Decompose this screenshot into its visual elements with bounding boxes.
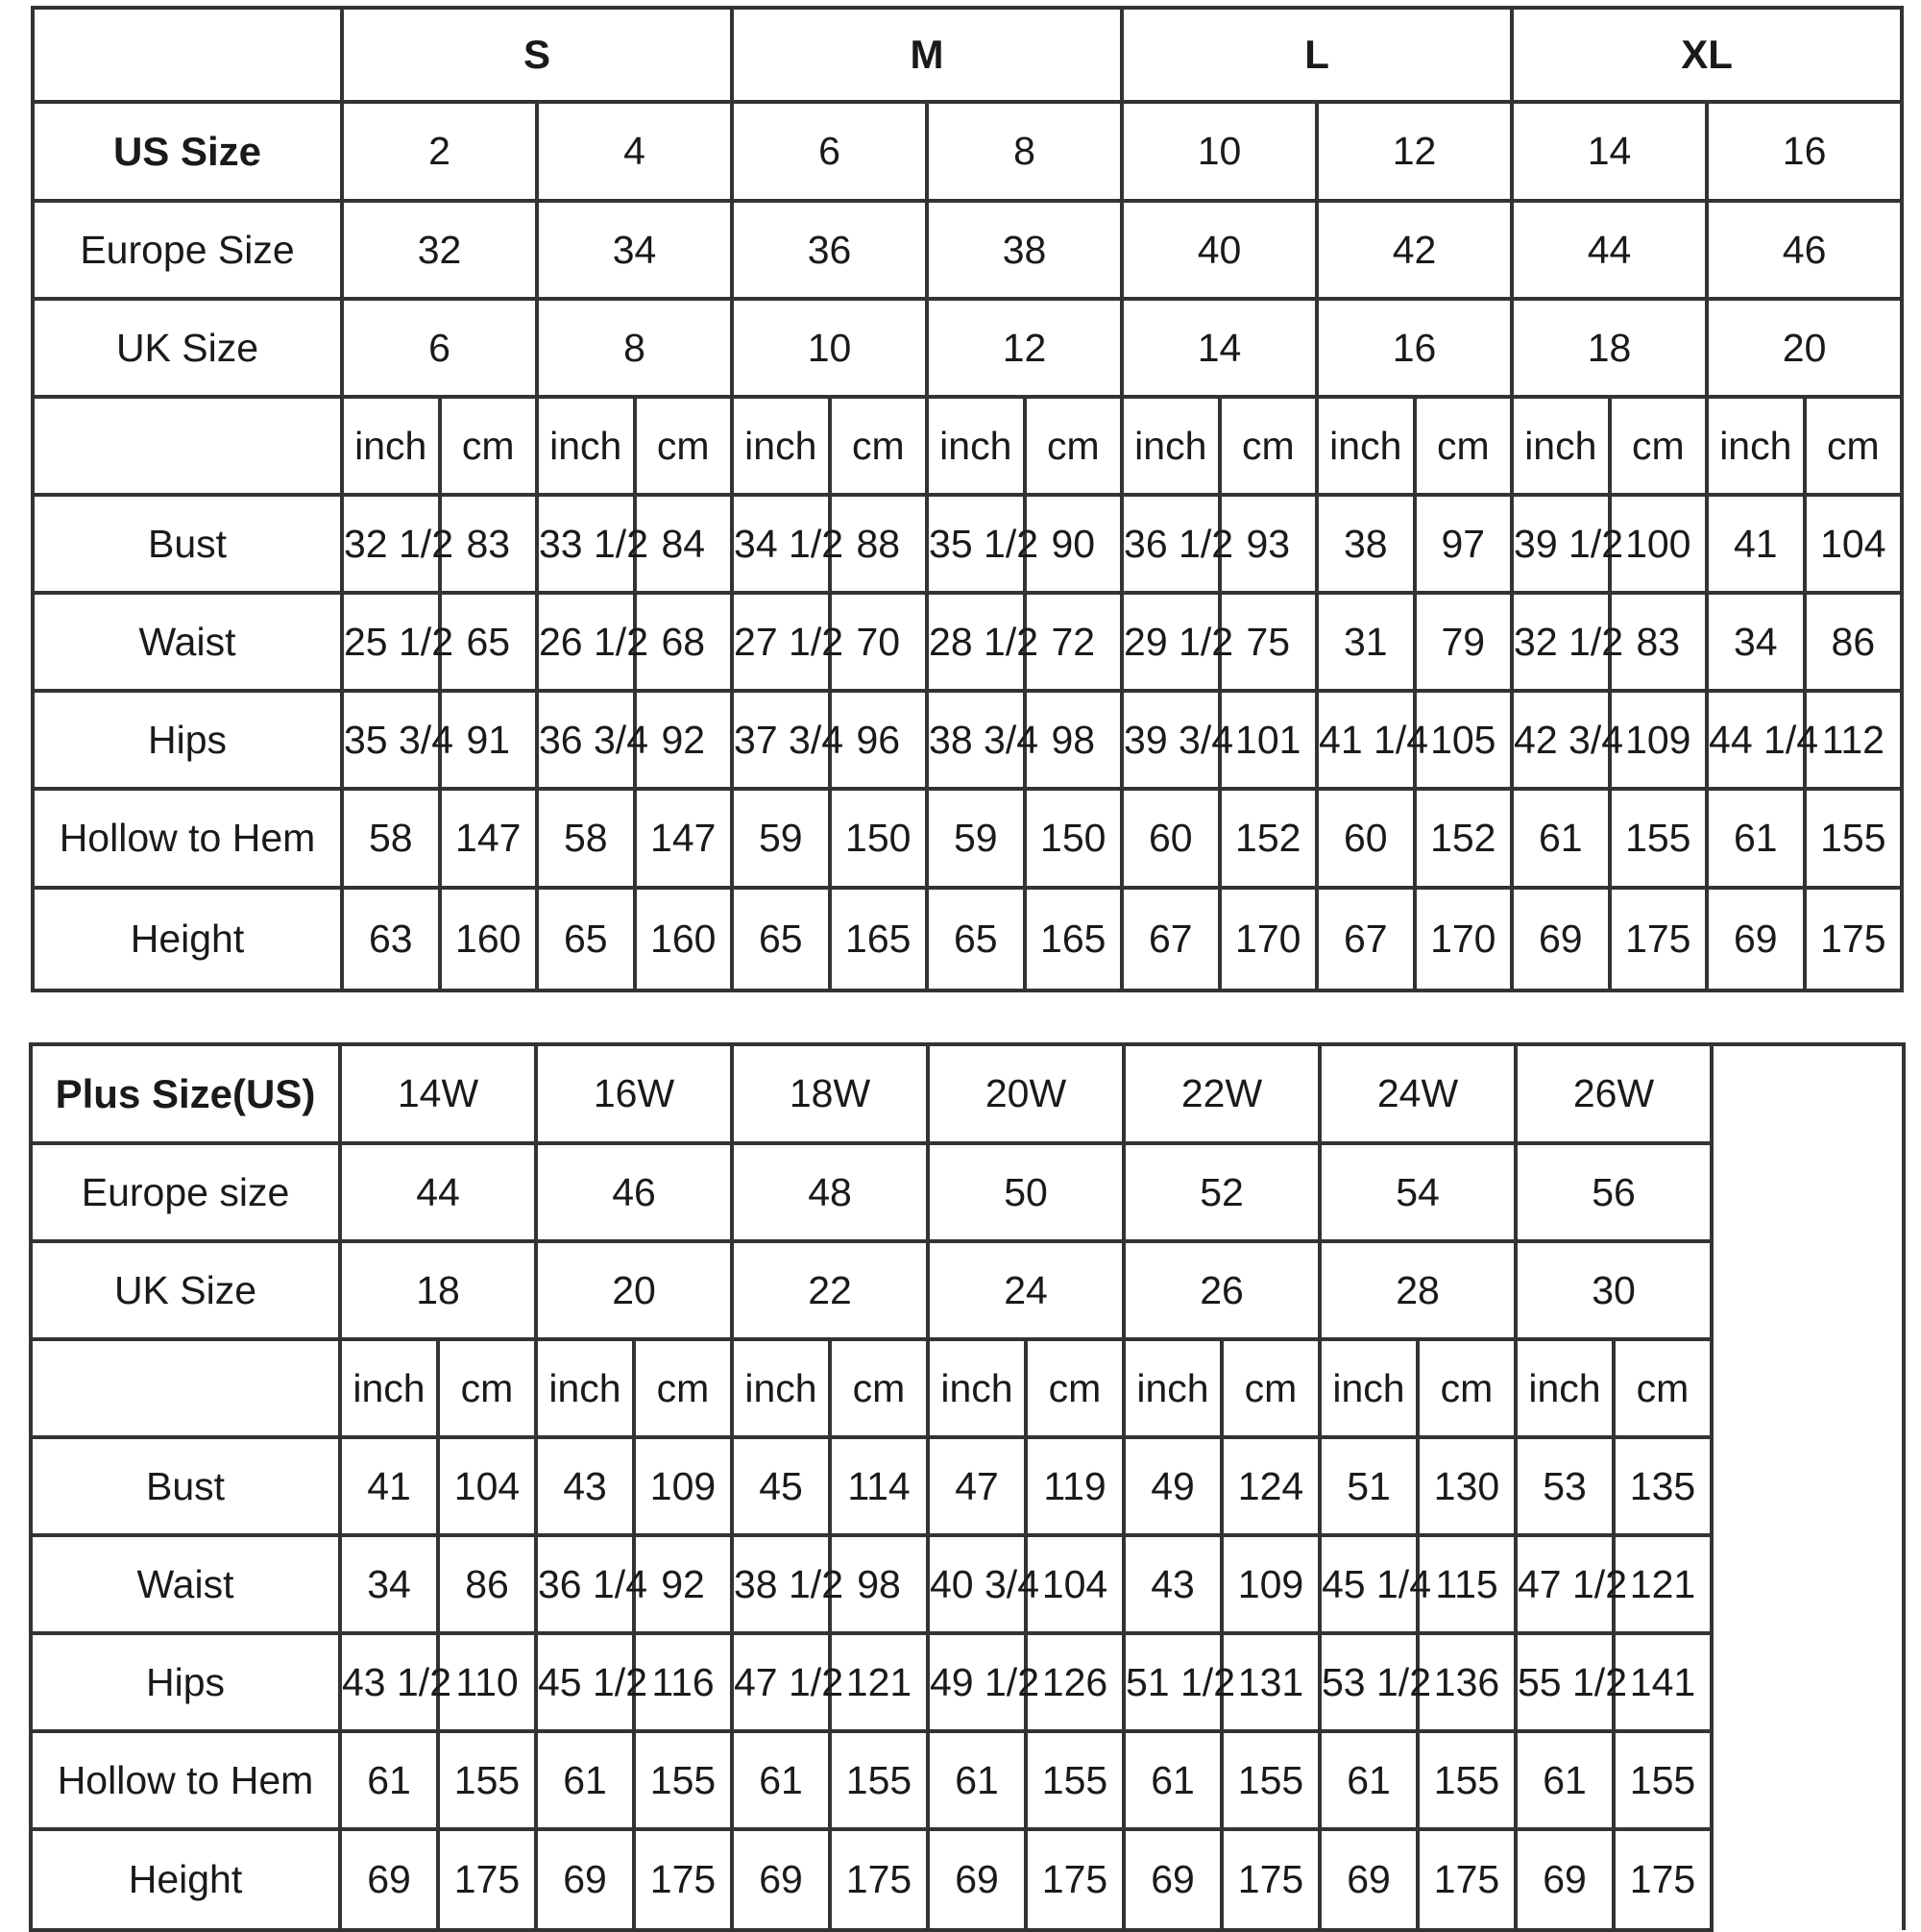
measurement-value: 69 [928, 1829, 1026, 1930]
unit-label-blank [33, 397, 342, 495]
measurement-row-bust [33, 495, 1902, 593]
measurement-value: 135 [1614, 1437, 1712, 1535]
measurement-value: 155 [634, 1731, 732, 1829]
measurement-value: 100 [1610, 495, 1708, 593]
plus-us-size-value: 18W [732, 1044, 928, 1143]
measurement-value: 45 1/4 [1320, 1535, 1418, 1633]
unit-inch: inch [1516, 1339, 1614, 1437]
measurement-value: 36 1/4 [536, 1535, 634, 1633]
unit-cm: cm [1026, 1339, 1124, 1437]
europe-size-value: 42 [1317, 201, 1512, 299]
measurement-value: 61 [732, 1731, 830, 1829]
measurement-value: 31 [1317, 593, 1415, 691]
measurement-value: 69 [732, 1829, 830, 1930]
measurement-value: 51 1/2 [1124, 1633, 1222, 1731]
europe-size-value: 32 [342, 201, 537, 299]
measurement-value: 97 [1415, 495, 1513, 593]
unit-inch: inch [342, 397, 440, 495]
measurement-value: 61 [1124, 1731, 1222, 1829]
unit-cm: cm [1805, 397, 1903, 495]
measurement-label: Height [33, 888, 342, 990]
measurement-value: 104 [1805, 495, 1903, 593]
measurement-value: 90 [1025, 495, 1123, 593]
plus-measurement-row-hollow-to-hem [31, 1731, 1904, 1829]
size-group-header: L [1122, 8, 1512, 102]
measurement-value: 121 [1614, 1535, 1712, 1633]
plus-europe-size-value: 46 [536, 1143, 732, 1241]
measurement-value: 65 [440, 593, 538, 691]
plus-europe-size-value: 54 [1320, 1143, 1516, 1241]
measurement-value: 155 [1610, 789, 1708, 888]
measurement-value: 40 3/4 [928, 1535, 1026, 1633]
unit-cm: cm [634, 1339, 732, 1437]
unit-inch: inch [537, 397, 635, 495]
measurement-value: 75 [1220, 593, 1318, 691]
measurement-value: 58 [537, 789, 635, 888]
measurement-value: 38 [1317, 495, 1415, 593]
measurement-value: 175 [830, 1829, 928, 1930]
measurement-value: 155 [1805, 789, 1903, 888]
unit-cm: cm [1025, 397, 1123, 495]
measurement-value: 109 [634, 1437, 732, 1535]
plus-measurement-row-bust [31, 1437, 1904, 1535]
measurement-value: 69 [1516, 1829, 1614, 1930]
measurement-row-hips [33, 691, 1902, 789]
measurement-value: 65 [927, 888, 1025, 990]
measurement-value: 35 1/2 [927, 495, 1025, 593]
uk-size-row [33, 299, 1902, 397]
measurement-value: 43 1/2 [340, 1633, 438, 1731]
measurement-value: 41 [1707, 495, 1805, 593]
measurement-value: 67 [1317, 888, 1415, 990]
unit-inch: inch [732, 1339, 830, 1437]
plus-us-size-value: 24W [1320, 1044, 1516, 1143]
uk-size-value: 20 [1707, 299, 1902, 397]
measurement-value: 28 1/2 [927, 593, 1025, 691]
measurement-value: 96 [830, 691, 928, 789]
europe-size-label: Europe Size [33, 201, 342, 299]
measurement-value: 60 [1122, 789, 1220, 888]
measurement-value: 63 [342, 888, 440, 990]
measurement-value: 175 [1026, 1829, 1124, 1930]
plus-size-chart [29, 1042, 1906, 1932]
empty-column [1712, 1044, 1904, 1930]
measurement-value: 26 1/2 [537, 593, 635, 691]
measurement-value: 37 3/4 [732, 691, 830, 789]
plus-europe-size-row [31, 1143, 1904, 1241]
measurement-value: 34 1/2 [732, 495, 830, 593]
measurement-value: 25 1/2 [342, 593, 440, 691]
measurement-value: 112 [1805, 691, 1903, 789]
measurement-value: 175 [1418, 1829, 1516, 1930]
measurement-value: 130 [1418, 1437, 1516, 1535]
us-size-value: 12 [1317, 102, 1512, 201]
plus-us-size-value: 14W [340, 1044, 536, 1143]
measurement-value: 152 [1220, 789, 1318, 888]
measurement-label: Hollow to Hem [31, 1731, 340, 1829]
measurement-value: 136 [1418, 1633, 1516, 1731]
measurement-value: 160 [635, 888, 733, 990]
unit-cm: cm [635, 397, 733, 495]
us-size-row [33, 102, 1902, 201]
size-group-header: XL [1512, 8, 1902, 102]
measurement-value: 59 [732, 789, 830, 888]
unit-inch: inch [1512, 397, 1610, 495]
measurement-value: 45 1/2 [536, 1633, 634, 1731]
measurement-value: 104 [1026, 1535, 1124, 1633]
measurement-label: Hollow to Hem [33, 789, 342, 888]
measurement-value: 109 [1222, 1535, 1320, 1633]
measurement-row-waist [33, 593, 1902, 691]
measurement-value: 155 [830, 1731, 928, 1829]
uk-size-value: 10 [732, 299, 927, 397]
measurement-value: 175 [634, 1829, 732, 1930]
measurement-value: 33 1/2 [537, 495, 635, 593]
measurement-value: 104 [438, 1437, 536, 1535]
unit-inch: inch [1320, 1339, 1418, 1437]
plus-unit-row [31, 1339, 1904, 1437]
measurement-value: 98 [830, 1535, 928, 1633]
measurement-value: 55 1/2 [1516, 1633, 1614, 1731]
measurement-value: 53 1/2 [1320, 1633, 1418, 1731]
measurement-label: Bust [31, 1437, 340, 1535]
uk-size-value: 8 [537, 299, 732, 397]
europe-size-row [33, 201, 1902, 299]
measurement-value: 98 [1025, 691, 1123, 789]
measurement-value: 53 [1516, 1437, 1614, 1535]
measurement-value: 93 [1220, 495, 1318, 593]
plus-us-size-value: 22W [1124, 1044, 1320, 1143]
measurement-value: 175 [438, 1829, 536, 1930]
measurement-value: 41 1/4 [1317, 691, 1415, 789]
measurement-label: Hips [31, 1633, 340, 1731]
measurement-value: 38 1/2 [732, 1535, 830, 1633]
measurement-value: 45 [732, 1437, 830, 1535]
measurement-value: 91 [440, 691, 538, 789]
unit-inch: inch [732, 397, 830, 495]
measurement-value: 124 [1222, 1437, 1320, 1535]
measurement-value: 65 [732, 888, 830, 990]
measurement-value: 83 [440, 495, 538, 593]
measurement-label: Hips [33, 691, 342, 789]
plus-uk-size-value: 24 [928, 1241, 1124, 1339]
europe-size-value: 34 [537, 201, 732, 299]
measurement-value: 150 [830, 789, 928, 888]
measurement-value: 175 [1222, 1829, 1320, 1930]
uk-size-value: 16 [1317, 299, 1512, 397]
unit-inch: inch [1317, 397, 1415, 495]
plus-uk-size-value: 20 [536, 1241, 732, 1339]
measurement-value: 61 [340, 1731, 438, 1829]
us-size-value: 6 [732, 102, 927, 201]
measurement-value: 116 [634, 1633, 732, 1731]
measurement-value: 86 [438, 1535, 536, 1633]
measurement-value: 152 [1415, 789, 1513, 888]
measurement-value: 61 [1320, 1731, 1418, 1829]
measurement-value: 69 [536, 1829, 634, 1930]
plus-measurement-row-waist [31, 1535, 1904, 1633]
plus-uk-size-row [31, 1241, 1904, 1339]
measurement-label: Height [31, 1829, 340, 1930]
plus-us-size-label: Plus Size(US) [31, 1044, 340, 1143]
unit-cm: cm [1614, 1339, 1712, 1437]
measurement-value: 109 [1610, 691, 1708, 789]
measurement-value: 101 [1220, 691, 1318, 789]
europe-size-value: 36 [732, 201, 927, 299]
measurement-value: 67 [1122, 888, 1220, 990]
uk-size-label: UK Size [33, 299, 342, 397]
plus-us-size-value: 20W [928, 1044, 1124, 1143]
measurement-value: 32 1/2 [342, 495, 440, 593]
measurement-value: 60 [1317, 789, 1415, 888]
plus-uk-size-value: 26 [1124, 1241, 1320, 1339]
measurement-value: 88 [830, 495, 928, 593]
measurement-value: 69 [340, 1829, 438, 1930]
unit-inch: inch [1707, 397, 1805, 495]
standard-size-chart [31, 6, 1904, 992]
measurement-value: 155 [1418, 1731, 1516, 1829]
measurement-value: 155 [1026, 1731, 1124, 1829]
measurement-value: 34 [340, 1535, 438, 1633]
europe-size-value: 44 [1512, 201, 1707, 299]
measurement-value: 175 [1614, 1829, 1712, 1930]
plus-europe-size-value: 44 [340, 1143, 536, 1241]
corner-cell [33, 8, 342, 102]
measurement-value: 43 [1124, 1535, 1222, 1633]
measurement-value: 105 [1415, 691, 1513, 789]
unit-inch: inch [1124, 1339, 1222, 1437]
measurement-value: 27 1/2 [732, 593, 830, 691]
measurement-value: 32 1/2 [1512, 593, 1610, 691]
measurement-value: 155 [438, 1731, 536, 1829]
measurement-value: 61 [928, 1731, 1026, 1829]
europe-size-value: 46 [1707, 201, 1902, 299]
measurement-value: 131 [1222, 1633, 1320, 1731]
measurement-value: 34 [1707, 593, 1805, 691]
measurement-value: 35 3/4 [342, 691, 440, 789]
measurement-value: 170 [1220, 888, 1318, 990]
measurement-value: 175 [1610, 888, 1708, 990]
measurement-value: 61 [1512, 789, 1610, 888]
measurement-value: 69 [1707, 888, 1805, 990]
plus-uk-size-value: 28 [1320, 1241, 1516, 1339]
plus-europe-size-value: 52 [1124, 1143, 1320, 1241]
measurement-value: 170 [1415, 888, 1513, 990]
measurement-value: 65 [537, 888, 635, 990]
measurement-value: 61 [1707, 789, 1805, 888]
measurement-value: 69 [1512, 888, 1610, 990]
unit-cm: cm [438, 1339, 536, 1437]
unit-cm: cm [1415, 397, 1513, 495]
unit-cm: cm [1418, 1339, 1516, 1437]
measurement-value: 49 1/2 [928, 1633, 1026, 1731]
measurement-value: 141 [1614, 1633, 1712, 1731]
measurement-value: 29 1/2 [1122, 593, 1220, 691]
plus-uk-size-value: 22 [732, 1241, 928, 1339]
measurement-row-height [33, 888, 1902, 990]
plus-uk-size-value: 30 [1516, 1241, 1712, 1339]
plus-uk-size-label: UK Size [31, 1241, 340, 1339]
us-size-value: 10 [1122, 102, 1317, 201]
size-group-row [33, 8, 1902, 102]
plus-measurement-row-hips [31, 1633, 1904, 1731]
measurement-value: 43 [536, 1437, 634, 1535]
unit-inch: inch [1122, 397, 1220, 495]
measurement-value: 147 [440, 789, 538, 888]
measurement-value: 39 3/4 [1122, 691, 1220, 789]
measurement-value: 121 [830, 1633, 928, 1731]
uk-size-value: 14 [1122, 299, 1317, 397]
measurement-value: 61 [1516, 1731, 1614, 1829]
measurement-value: 42 3/4 [1512, 691, 1610, 789]
us-size-value: 14 [1512, 102, 1707, 201]
unit-inch: inch [536, 1339, 634, 1437]
uk-size-value: 12 [927, 299, 1122, 397]
measurement-value: 155 [1222, 1731, 1320, 1829]
measurement-value: 79 [1415, 593, 1513, 691]
measurement-value: 70 [830, 593, 928, 691]
measurement-value: 38 3/4 [927, 691, 1025, 789]
measurement-value: 69 [1320, 1829, 1418, 1930]
plus-us-size-row [31, 1044, 1904, 1143]
measurement-value: 114 [830, 1437, 928, 1535]
measurement-value: 47 [928, 1437, 1026, 1535]
us-size-label: US Size [33, 102, 342, 201]
measurement-value: 86 [1805, 593, 1903, 691]
unit-cm: cm [830, 397, 928, 495]
measurement-value: 59 [927, 789, 1025, 888]
plus-europe-size-value: 56 [1516, 1143, 1712, 1241]
measurement-label: Waist [33, 593, 342, 691]
unit-cm: cm [1610, 397, 1708, 495]
plus-europe-size-value: 50 [928, 1143, 1124, 1241]
europe-size-value: 38 [927, 201, 1122, 299]
us-size-value: 16 [1707, 102, 1902, 201]
measurement-value: 61 [536, 1731, 634, 1829]
measurement-value: 119 [1026, 1437, 1124, 1535]
plus-europe-size-label: Europe size [31, 1143, 340, 1241]
unit-inch: inch [340, 1339, 438, 1437]
measurement-value: 44 1/4 [1707, 691, 1805, 789]
uk-size-value: 18 [1512, 299, 1707, 397]
measurement-value: 92 [634, 1535, 732, 1633]
measurement-value: 165 [1025, 888, 1123, 990]
measurement-value: 155 [1614, 1731, 1712, 1829]
measurement-value: 110 [438, 1633, 536, 1731]
unit-cm: cm [440, 397, 538, 495]
us-size-value: 2 [342, 102, 537, 201]
measurement-value: 69 [1124, 1829, 1222, 1930]
measurement-value: 49 [1124, 1437, 1222, 1535]
size-group-header: S [342, 8, 732, 102]
measurement-value: 150 [1025, 789, 1123, 888]
unit-cm: cm [830, 1339, 928, 1437]
plus-us-size-value: 26W [1516, 1044, 1712, 1143]
plus-europe-size-value: 48 [732, 1143, 928, 1241]
measurement-value: 68 [635, 593, 733, 691]
measurement-value: 175 [1805, 888, 1903, 990]
europe-size-value: 40 [1122, 201, 1317, 299]
measurement-value: 41 [340, 1437, 438, 1535]
measurement-value: 92 [635, 691, 733, 789]
size-group-header: M [732, 8, 1122, 102]
measurement-value: 84 [635, 495, 733, 593]
measurement-value: 58 [342, 789, 440, 888]
measurement-value: 72 [1025, 593, 1123, 691]
plus-measurement-row-height [31, 1829, 1904, 1930]
measurement-label: Waist [31, 1535, 340, 1633]
measurement-row-hollow-to-hem [33, 789, 1902, 888]
measurement-value: 147 [635, 789, 733, 888]
measurement-value: 83 [1610, 593, 1708, 691]
measurement-value: 115 [1418, 1535, 1516, 1633]
measurement-value: 126 [1026, 1633, 1124, 1731]
measurement-value: 36 1/2 [1122, 495, 1220, 593]
plus-us-size-value: 16W [536, 1044, 732, 1143]
measurement-value: 47 1/2 [732, 1633, 830, 1731]
unit-cm: cm [1220, 397, 1318, 495]
measurement-value: 39 1/2 [1512, 495, 1610, 593]
us-size-value: 8 [927, 102, 1122, 201]
plus-uk-size-value: 18 [340, 1241, 536, 1339]
measurement-value: 165 [830, 888, 928, 990]
uk-size-value: 6 [342, 299, 537, 397]
unit-label-blank [31, 1339, 340, 1437]
measurement-value: 36 3/4 [537, 691, 635, 789]
unit-row [33, 397, 1902, 495]
measurement-value: 51 [1320, 1437, 1418, 1535]
us-size-value: 4 [537, 102, 732, 201]
measurement-label: Bust [33, 495, 342, 593]
measurement-value: 47 1/2 [1516, 1535, 1614, 1633]
unit-inch: inch [928, 1339, 1026, 1437]
measurement-value: 160 [440, 888, 538, 990]
unit-inch: inch [927, 397, 1025, 495]
unit-cm: cm [1222, 1339, 1320, 1437]
